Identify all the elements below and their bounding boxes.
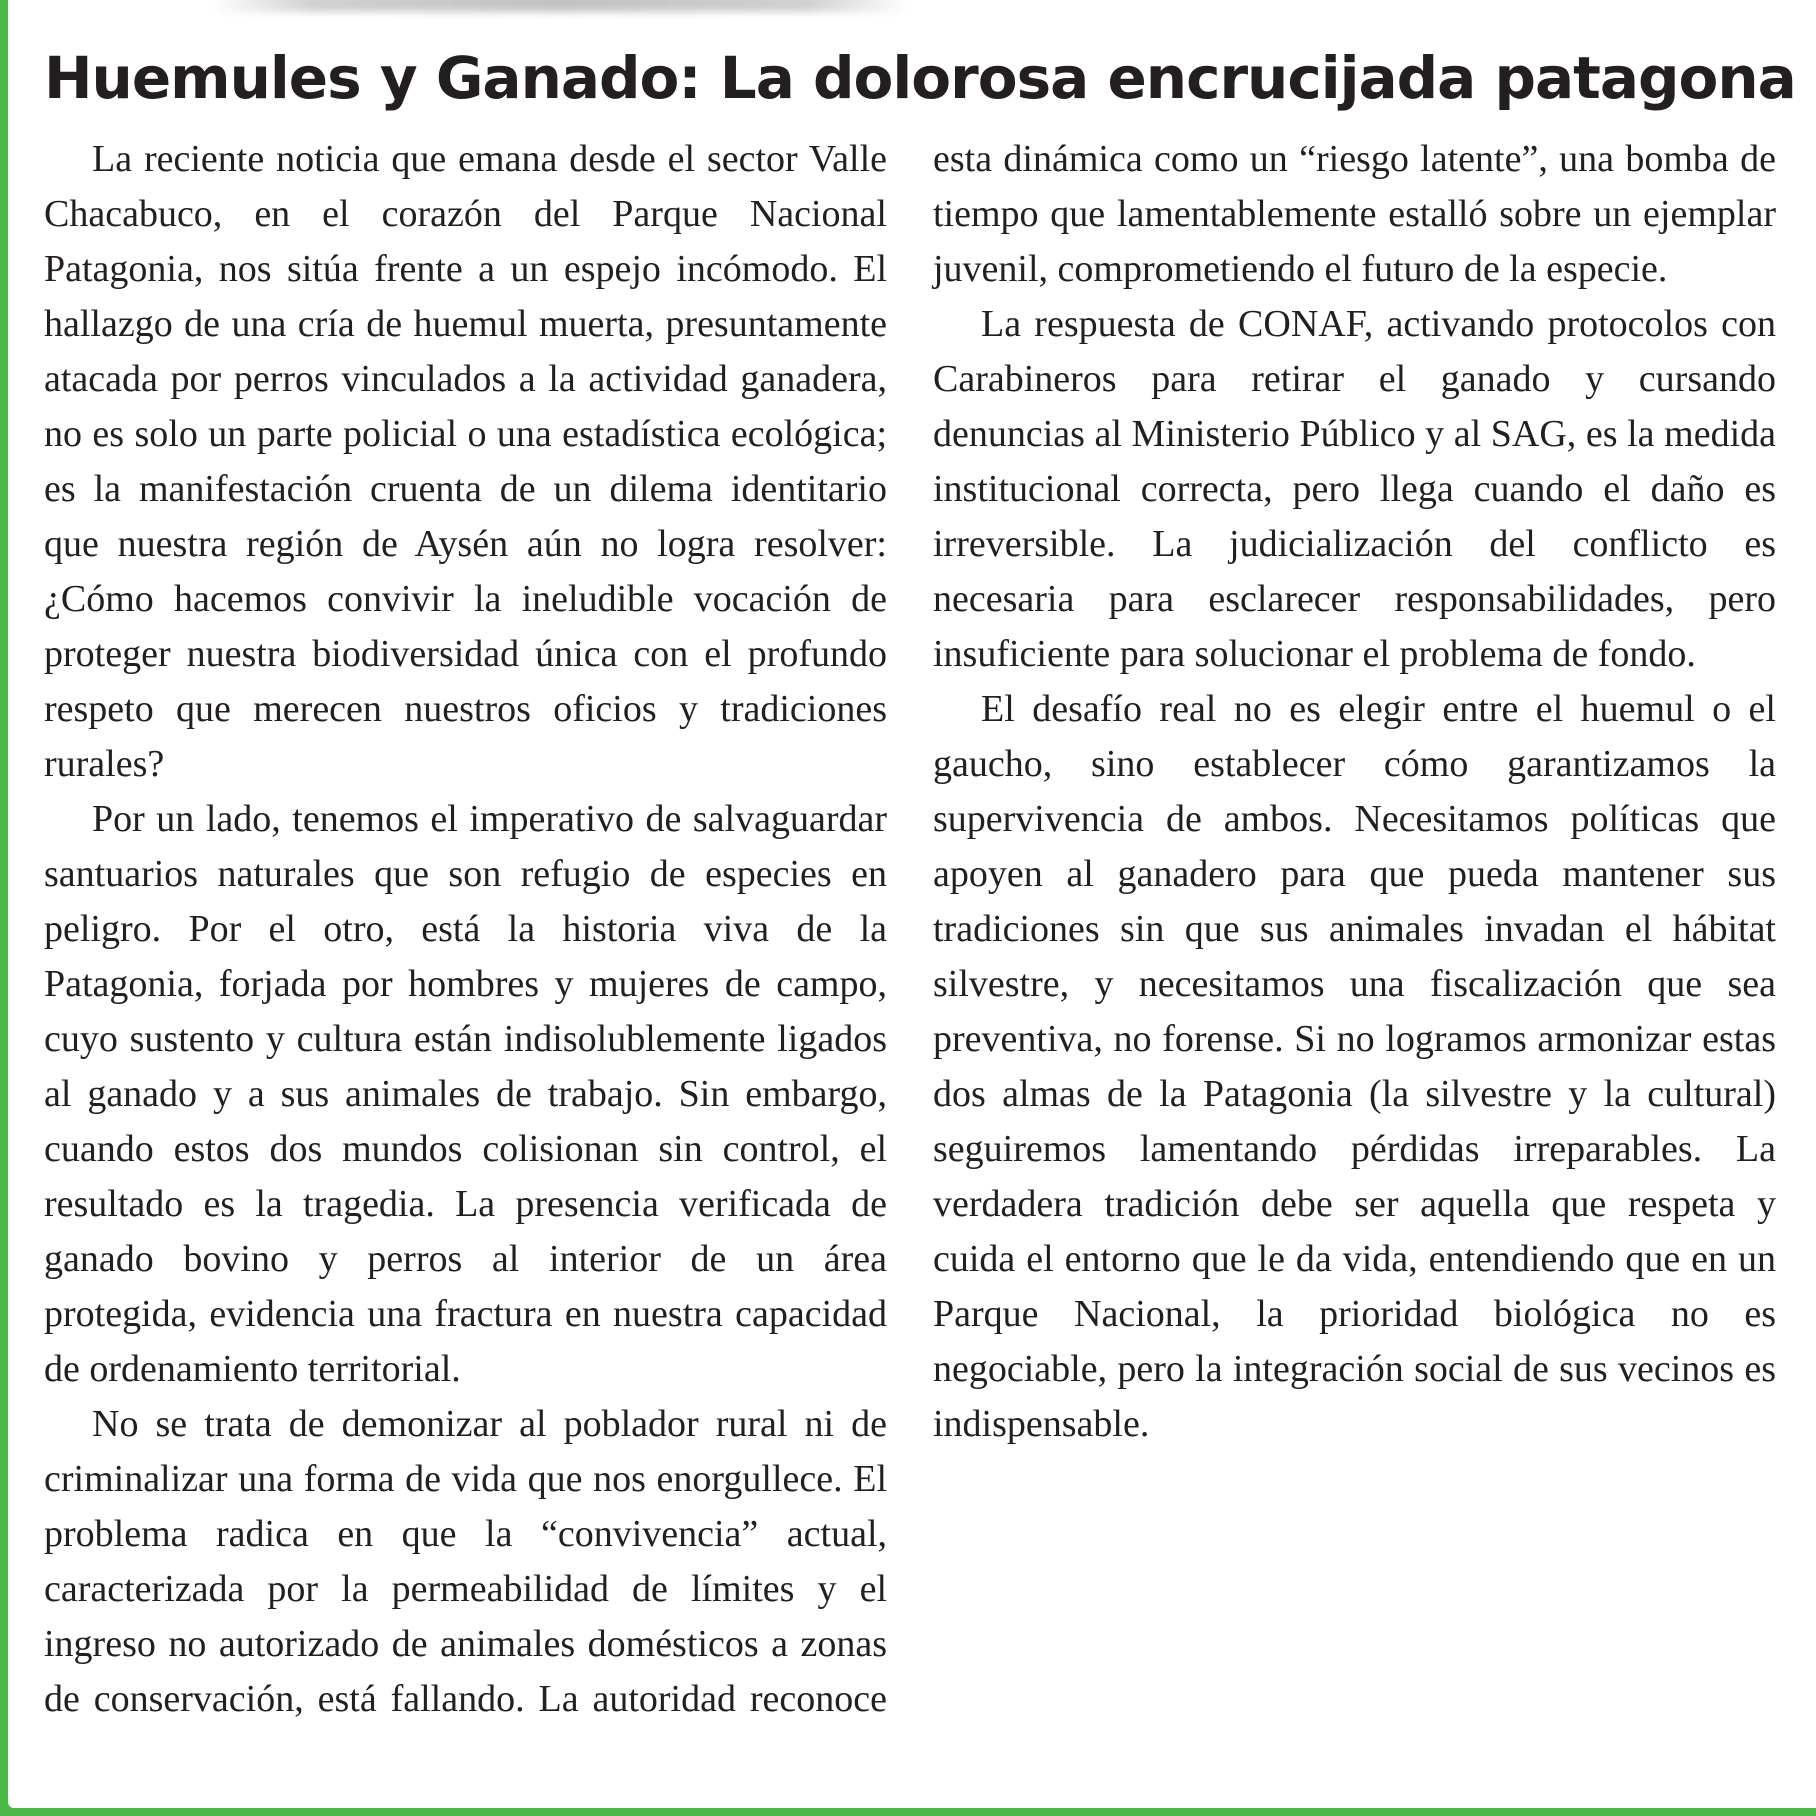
article-body xyxy=(44,132,1776,1772)
article-paragraph: La respuesta de CONAF, activando protocolos con Carabineros para retirar el ganado y cursando denuncias al Ministerio Público y al SAG, es la medida institucional correcta, pero llega cuando el daño es irreversible. La judicialización del conflicto es necesaria para esclarecer responsabilidades, pero insuficiente para solucionar el problema de fondo. xyxy=(933,303,1776,675)
article-paragraph: Por un lado, tenemos el imperativo de salvaguardar santuarios naturales que son refugio de especies en peligro. Por el otro, está la historia viva de la Patagonia, forjada por hombres y mujeres de campo, cuyo sustento y cultura están indisolublemente ligados al ganado y a sus animales de trabajo. Sin embargo, cuando estos dos mundos colisionan sin control, el resultado es la tragedia. La presencia verificada de ganado bovino y perros al interior de un área protegida, evidencia una fractura en nuestra capacidad de ordenamiento territorial. xyxy=(44,798,887,1390)
article-paragraph: La reciente noticia que emana desde el sector Valle Chacabuco, en el corazón del Parque Nacional Patagonia, nos sitúa frente a un espejo incómodo. El hallazgo de una cría de huemul muerta, presuntamente atacada por perros vinculados a la actividad ganadera, no es solo un parte policial o una estadística ecológica; es la manifestación cruenta de un dilema identitario que nuestra región de Aysén aún no logra resolver: ¿Cómo hacemos convivir la ineludible vocación de proteger nuestra biodiversidad única con el profundo respeto que merecen nuestros oficios y tradiciones rurales? xyxy=(44,138,887,785)
article-title: Huemules y Ganado: La dolorosa encrucijada patagona xyxy=(44,44,1796,112)
green-frame-left xyxy=(0,0,8,1816)
article-paragraph: El desafío real no es elegir entre el huemul o el gaucho, sino establecer cómo garantizamos la supervivencia de ambos. Necesitamos políticas que apoyen al ganadero para que pueda mantener sus tradiciones sin que sus animales invadan el hábitat silvestre, y necesitamos una fiscalización que sea preventiva, no forense. Si no logramos armonizar estas dos almas de la Patagonia (la silvestre y la cultural) seguiremos lamentando pérdidas irreparables. La verdadera tradición debe ser aquella que respeta y cuida el entorno que le da vida, entendiendo que en un Parque Nacional, la prioridad biológica no es negociable, pero la integración social de sus vecinos es indispensable. xyxy=(933,688,1776,1445)
green-frame-bottom xyxy=(0,1808,1816,1816)
article-paragraph: No se trata de demonizar al poblador rural ni de criminalizar una forma de vida que nos enorgullece. El problema radica en que la “convivencia” actual, caracterizada por la permeabilidad de límites y el ingreso no autorizado de animales domésticos a zonas de conservación, está fallando. La autoridad reconoce esta dinámica como un “riesgo latente”, una bomba de tiempo que lamentablemente estalló sobre un ejemplar juvenil, comprometiendo el futuro de la especie. xyxy=(44,138,1776,1720)
cropped-previous-heading xyxy=(210,0,910,12)
